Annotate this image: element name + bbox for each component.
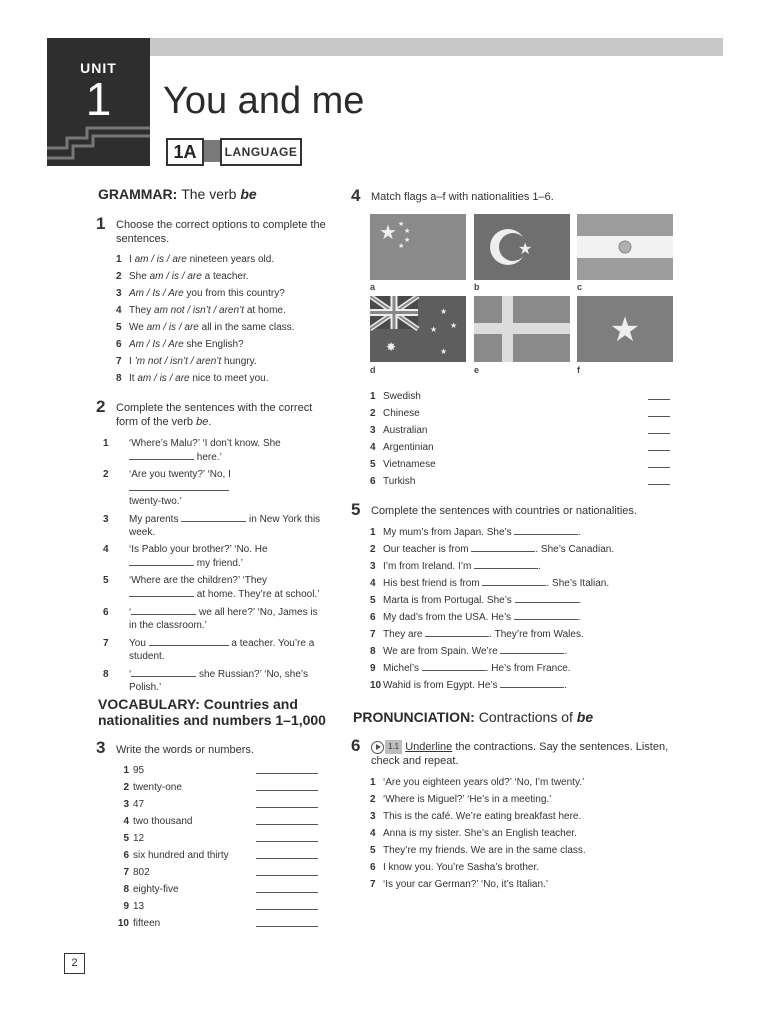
list-item [116,815,321,832]
item-text: My parents [129,514,182,525]
svg-text:★: ★ [379,222,397,244]
exercise-instruction: Write the words or numbers. [116,744,254,756]
answer-blank[interactable] [129,450,194,460]
pron-heading-rest: Contractions of [478,709,573,725]
item-text: Swedish [383,391,421,402]
list-item [116,253,336,266]
item-number: 5 [370,595,376,606]
exercise-instruction: Match flags a–f with nationalities 1–6. [371,191,554,203]
unit-label: UNIT [80,60,117,76]
answer-blank[interactable] [422,661,486,671]
list-item [116,849,321,866]
item-text: ‘Where are the children?’ ‘They [129,575,268,586]
item-text: fifteen [133,918,161,929]
item-text: in the classroom.’ [129,620,207,631]
audio-track-number: 1.1 [385,740,402,754]
list-item [103,605,326,632]
item-text: . [538,561,541,572]
vocabulary-heading [98,696,326,728]
unit-decoration [47,118,150,166]
item-text: eighty-five [133,884,179,895]
flag-image-c [577,214,673,280]
vocab-heading-rest: Countries and [203,696,298,712]
pronunciation-heading [353,709,593,725]
answer-blank[interactable] [256,917,318,927]
list-item [116,287,336,300]
item-number: 4 [370,828,376,839]
pron-heading-italic: be [576,709,594,725]
list-item [116,883,321,900]
item-text: ‘Is your car German?’ ‘No, it’s Italian.’ [383,879,549,890]
pron-heading-bold: PRONUNCIATION: [353,709,475,725]
item-text: They are [383,629,426,640]
item-text: ‘Are you twenty?’ ‘No, I [129,469,231,480]
item-number: 6 [123,850,129,861]
exercise-number: 2 [96,397,106,416]
answer-blank[interactable] [131,667,196,677]
item-text: . [564,680,568,691]
item-number: 10 [370,680,382,691]
svg-text:★: ★ [404,228,411,235]
option-choices: Am / Is / Are [129,288,184,299]
answer-blank[interactable] [256,883,318,893]
flag-image-e [474,296,570,362]
flag-image-f [577,296,673,362]
item-number: 4 [370,578,376,589]
item-number: 4 [123,816,129,827]
item-text: 95 [133,765,145,776]
item-number: 3 [370,425,376,436]
item-text: We are from Spain. We’re [383,646,501,657]
option-choices: am / is / are [149,271,202,282]
item-number: 1 [370,777,376,788]
answer-blank[interactable] [648,424,670,434]
answer-blank[interactable] [256,815,318,825]
list-item [370,793,670,810]
item-number: 7 [123,867,129,878]
grammar-heading-rest: The verb [181,186,237,202]
item-text: twenty-two.’ [129,496,182,507]
item-number: 9 [370,663,376,674]
item-text: you from this country? [183,288,285,299]
header-bar [150,38,723,56]
item-number: 5 [123,833,129,844]
item-text: Anna is my sister. She’s an English teacher. [383,828,577,839]
list-item [370,878,670,895]
answer-blank[interactable] [256,764,318,774]
item-text: . [578,527,582,538]
item-number: 2 [370,408,376,419]
item-text: six hundred and thirty [133,850,229,861]
answer-blank[interactable] [500,678,564,688]
list-item [370,542,670,559]
svg-text:★: ★ [404,237,411,244]
svg-text:★: ★ [398,221,405,228]
answer-blank[interactable] [515,593,579,603]
item-text: . [564,646,568,657]
item-number: 1 [103,438,109,449]
list-item [116,866,321,883]
item-text: ‘Are you eighteen years old?’ ‘No, I’m twenty.’ [383,777,585,788]
list-item [370,861,670,878]
instruction-rest: the contractions. Say the sentences. Listen, [452,741,669,753]
answer-blank[interactable] [256,866,318,876]
item-number: 3 [370,561,376,572]
item-text: They [129,305,155,316]
item-text: . [577,612,581,623]
answer-blank[interactable] [648,458,670,468]
flag-label: c [577,282,583,292]
instruction-end: . [208,416,212,428]
item-number: 6 [116,339,122,350]
vocab-heading-bold: VOCABULARY: [98,696,200,712]
list-item [370,678,670,695]
item-text: . She’s Italian. [546,578,610,589]
answer-blank[interactable] [514,610,578,620]
flag-label: b [474,282,480,292]
item-number: 5 [116,322,122,333]
item-text: nineteen years old. [186,254,275,265]
answer-blank[interactable] [482,576,546,586]
item-text: she English? [183,339,244,350]
item-number: 3 [370,811,376,822]
exercise-number: 6 [351,736,361,755]
item-text: nice to meet you. [189,373,269,384]
item-number: 2 [123,782,129,793]
answer-blank[interactable] [500,644,564,654]
list-item [370,475,672,492]
answer-blank[interactable] [425,627,489,637]
list-item [370,593,670,610]
list-item [103,543,326,570]
flag-image-d [370,296,466,362]
item-number: 6 [370,612,376,623]
answer-blank[interactable] [474,559,538,569]
exercise-5-list [370,525,670,695]
svg-text:★: ★ [398,243,405,250]
answer-blank[interactable] [131,605,196,615]
item-text: ‘Is Pablo your brother?’ ‘No. He [129,544,268,555]
item-text: Michel’s [383,663,422,674]
answer-blank[interactable] [129,556,194,566]
answer-blank[interactable] [648,407,670,417]
list-item [116,304,336,317]
item-text: 13 [133,901,145,912]
item-text: hungry. [221,356,257,367]
flag-image-a [370,214,466,280]
item-number: 2 [103,469,109,480]
lesson-divider [204,140,220,162]
item-text: You [129,638,149,649]
instruction-italic: be [196,416,209,428]
item-text: . [578,595,582,606]
item-number: 7 [116,356,122,367]
page-number: 2 [64,953,85,974]
list-item [370,776,670,793]
item-number: 10 [117,918,129,929]
svg-text:★: ★ [450,321,458,330]
item-number: 1 [370,391,376,402]
item-text: twenty-one [133,782,182,793]
item-number: 3 [123,799,129,810]
item-text: We [129,322,147,333]
list-item [370,390,672,407]
list-item [116,372,336,385]
item-text: ‘ [129,669,132,680]
list-item [103,437,326,464]
item-text: I know you. You’re Sasha’s brother. [383,862,540,873]
exercise-1-list [116,253,336,389]
exercise-number: 1 [96,214,106,233]
vocab-heading-line2: nationalities and numbers 1–1,000 [98,712,326,728]
item-text: This is the café. We’re eating breakfast here. [383,811,582,822]
instruction-underlined: Underline [405,741,453,753]
list-item [370,525,670,542]
list-item [116,355,336,368]
list-item [370,827,670,844]
answer-blank[interactable] [256,798,318,808]
exercise-number: 4 [351,186,361,205]
svg-text:★: ★ [440,347,448,356]
flag-image-b [474,214,570,280]
item-text: His best friend is from [383,578,483,589]
item-number: 7 [370,879,376,890]
item-number: 8 [123,884,129,895]
option-choices: Am / Is / Are [129,339,184,350]
item-text: at home. [244,305,286,316]
item-number: 7 [103,638,109,649]
list-item [116,900,321,917]
item-text: ‘Where’s Malu?’ ‘I don’t know. She [129,438,281,449]
item-number: 4 [116,305,122,316]
list-item [370,810,670,827]
unit-number: 1 [85,73,112,125]
item-number: 1 [370,527,376,538]
list-item [370,424,672,441]
list-item [116,321,336,334]
item-text: Vietnamese [383,459,436,470]
item-number: 1 [116,254,122,265]
item-number: 5 [103,575,109,586]
item-text: 802 [133,867,150,878]
item-text: They’re my friends. We are in the same class. [383,845,586,856]
item-text: Marta is from Portugal. She’s [383,595,515,606]
item-text: a teacher. [201,271,249,282]
list-item [370,559,670,576]
item-text: My mum’s from Japan. She’s [383,527,515,538]
item-text: I [129,356,135,367]
item-text: we all here?’ ‘No, James is [196,607,318,618]
lesson-code: 1A [166,138,204,166]
exercise-6-list [370,776,670,895]
list-item [370,576,670,593]
svg-text:✸: ✸ [386,340,397,354]
svg-text:★: ★ [440,307,448,316]
exercise-number: 5 [351,500,361,519]
list-item [116,764,321,781]
item-text: . He’s from France. [485,663,571,674]
unit-badge [47,38,150,166]
svg-text:★: ★ [609,311,641,349]
exercise-3-list [116,764,321,934]
answer-blank[interactable] [648,441,670,451]
list-item [370,844,670,861]
option-choices: am not / isn’t / aren’t [154,305,245,316]
item-text: Chinese [383,408,420,419]
page-title: You and me [163,80,365,122]
item-text: all in the same class. [198,322,295,333]
option-choices: am / is / are [137,373,190,384]
instruction-text: Complete the sentences with the correct form of the verb [116,402,313,428]
lesson-type: LANGUAGE [220,138,302,166]
svg-text:★: ★ [518,241,533,258]
item-number: 8 [370,646,376,657]
grammar-heading-italic: be [240,186,257,202]
answer-blank[interactable] [648,390,670,400]
item-text: Our teacher is from [383,544,472,555]
item-number: 4 [370,442,376,453]
item-number: 9 [123,901,129,912]
list-item [103,574,326,601]
item-text: here.’ [194,452,222,463]
answer-blank[interactable] [149,636,229,646]
list-item [103,667,326,694]
item-text: It [129,373,138,384]
item-text: ‘ [129,607,132,618]
item-number: 1 [123,765,129,776]
answer-blank[interactable] [256,781,318,791]
item-number: 8 [116,373,122,384]
list-item [103,468,326,508]
item-text: she Russian?’ ‘No, she’s [196,669,308,680]
item-text: I’m from Ireland. I’m [383,561,475,572]
list-item [370,661,670,678]
answer-blank[interactable] [256,832,318,842]
item-text: 47 [133,799,145,810]
list-item [370,644,670,661]
exercise-instruction [371,740,671,768]
instruction-line2: check and repeat. [371,755,459,768]
flag-label: f [577,365,580,375]
answer-blank[interactable] [256,900,318,910]
flag-label: e [474,365,480,375]
item-number: 6 [370,862,376,873]
item-text: week. [129,527,156,538]
option-choices: ’m not / isn’t / aren’t [134,356,222,367]
answer-blank[interactable] [471,542,535,552]
item-number: 2 [370,544,376,555]
item-text: a teacher. You’re a [228,638,315,649]
item-number: 2 [116,271,122,282]
exercise-instruction [116,401,326,429]
answer-blank[interactable] [129,587,194,597]
flag-label: a [370,282,376,292]
item-text: Turkish [383,476,416,487]
item-number: 3 [103,514,109,525]
exercise-4-list [370,390,672,492]
answer-blank[interactable] [514,525,578,535]
list-item [116,832,321,849]
item-text: at home. They’re at school.’ [194,589,320,600]
exercise-2-list [103,437,326,698]
item-text: . She’s Canadian. [535,544,615,555]
list-item [370,407,672,424]
list-item [370,610,670,627]
exercise-instruction: Complete the sentences with countries or nationalities. [371,505,637,517]
list-item [116,798,321,815]
item-text: ‘Where is Miguel?’ ‘He’s in a meeting.’ [383,794,552,805]
list-item [103,636,326,663]
answer-blank[interactable] [256,849,318,859]
item-text: She [129,271,150,282]
item-text: Australian [383,425,428,436]
list-item [116,270,336,283]
list-item [370,458,672,475]
item-text: student. [129,651,165,662]
flag-label: d [370,365,376,375]
item-text: I [129,254,135,265]
item-text: . They’re from Wales. [489,629,584,640]
item-number: 3 [116,288,122,299]
item-text: two thousand [133,816,193,827]
item-text: My dad’s from the USA. He’s [383,612,514,623]
grammar-heading [98,186,257,202]
item-number: 6 [370,476,376,487]
item-number: 4 [103,544,109,555]
list-item [116,781,321,798]
list-item [103,512,326,539]
audio-play-icon[interactable] [371,741,384,754]
list-item [370,441,672,458]
grammar-heading-bold: GRAMMAR: [98,186,178,202]
list-item [370,627,670,644]
list-item [116,917,321,934]
item-number: 5 [370,459,376,470]
item-text: Polish.’ [129,682,162,693]
item-text: 12 [133,833,145,844]
answer-blank[interactable] [181,512,246,522]
item-number: 7 [370,629,376,640]
svg-text:★: ★ [430,325,438,334]
item-text: in New York this [246,514,321,525]
answer-blank[interactable] [648,475,670,485]
item-text: my friend.’ [194,558,243,569]
option-choices: am / is / are [134,254,187,265]
item-number: 6 [103,607,109,618]
item-text: Wahid is from Egypt. He’s [383,680,501,691]
item-text: Argentinian [383,442,434,453]
exercise-number: 3 [96,738,106,757]
item-number: 2 [370,794,376,805]
option-choices: am / is / are [146,322,199,333]
answer-blank[interactable] [129,481,229,491]
list-item [116,338,336,351]
exercise-instruction: Choose the correct options to complete the sentences. [116,219,326,245]
item-number: 5 [370,845,376,856]
item-number: 8 [103,669,109,680]
